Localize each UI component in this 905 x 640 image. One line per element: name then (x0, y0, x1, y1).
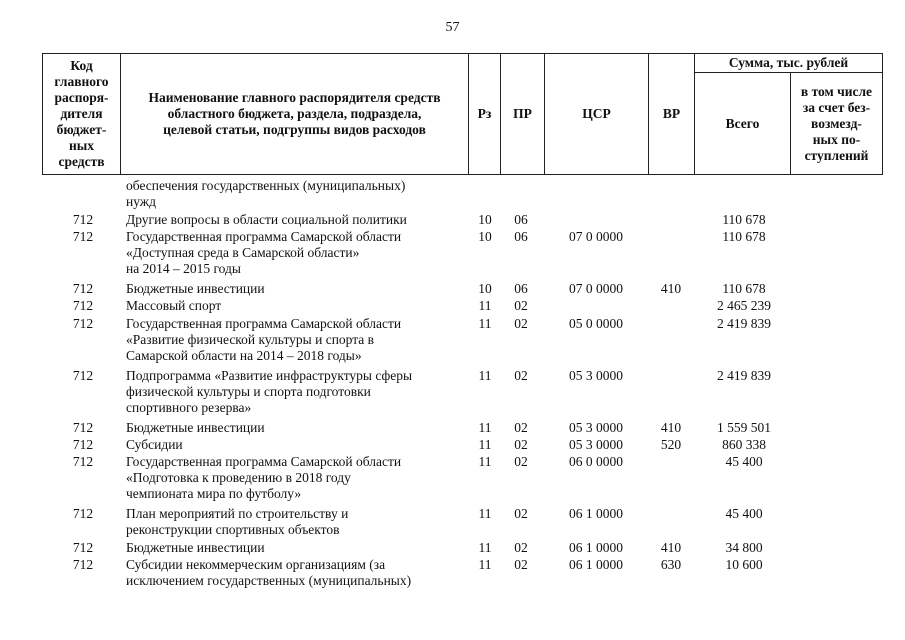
row-rz: 11 (478, 420, 492, 435)
row-name: Государственная программа Самарской области «Развитие физической культуры и спорта в Самарской области на 2014 – 2018 годы» (126, 316, 402, 364)
row-total: 45 400 (725, 454, 763, 469)
row-total: 110 678 (722, 281, 766, 296)
row-total: 45 400 (725, 506, 763, 521)
row-csr: 05 3 0000 (569, 420, 623, 435)
row-code: 712 (72, 229, 94, 244)
row-pr: 02 (514, 420, 528, 435)
row-total: 10 600 (725, 557, 763, 572)
row-pr: 02 (514, 298, 528, 313)
row-csr: 07 0 0000 (569, 281, 623, 296)
row-pr: 06 (514, 281, 528, 296)
row-total: 2 419 839 (717, 368, 771, 383)
row-pr: 02 (514, 316, 528, 331)
row-csr: 06 1 0000 (569, 557, 623, 572)
row-total: 2 465 239 (717, 298, 771, 313)
row-csr: 05 3 0000 (569, 368, 623, 383)
row-total: 34 800 (725, 540, 763, 555)
row-name: Государственная программа Самарской области «Доступная среда в Самарской области» на 2014 – 2015 годы (126, 229, 402, 277)
row-vr: 410 (660, 281, 682, 296)
row-name: Другие вопросы в области социальной политики (126, 212, 407, 227)
row-csr: 05 3 0000 (569, 437, 623, 452)
row-csr: 06 1 0000 (569, 540, 623, 555)
row-name: обеспечения государственных (муниципальных) нужд (126, 178, 406, 210)
header-incl-free: в том числе за счет без- возмезд- ных по- ступлений (791, 73, 883, 175)
page-number: 57 (445, 20, 460, 35)
row-pr: 06 (514, 229, 528, 244)
row-name: Государственная программа Самарской области «Подготовка к проведению в 2018 году чемпионата мира по футболу» (126, 454, 402, 502)
row-rz: 11 (478, 557, 492, 572)
row-csr: 05 0 0000 (569, 316, 623, 331)
row-name: Массовый спорт (126, 298, 222, 313)
row-code: 712 (72, 540, 94, 555)
row-rz: 11 (478, 316, 492, 331)
row-rz: 11 (478, 298, 492, 313)
row-pr: 02 (514, 557, 528, 572)
row-rz: 11 (478, 368, 492, 383)
header-rz: Рз (469, 54, 501, 175)
row-csr: 06 1 0000 (569, 506, 623, 521)
row-rz: 11 (478, 454, 492, 469)
row-vr: 410 (660, 420, 682, 435)
header-name: Наименование главного распорядителя средств областного бюджета, раздела, подраздела, целевой статьи, подгруппы видов расходов (121, 54, 469, 175)
row-code: 712 (72, 298, 94, 313)
row-pr: 02 (514, 454, 528, 469)
header-total: Всего (695, 73, 791, 175)
row-rz: 11 (478, 506, 492, 521)
row-total: 110 678 (722, 212, 766, 227)
row-code: 712 (72, 212, 94, 227)
row-csr: 06 0 0000 (569, 454, 623, 469)
header-vr: ВР (649, 54, 695, 175)
row-rz: 10 (478, 212, 492, 227)
row-name: Подпрограмма «Развитие инфраструктуры сферы физической культуры и спорта подготовки спортивного резерва» (126, 368, 413, 416)
row-name: Субсидии некоммерческим организациям (за исключением государственных (муниципальных) (126, 557, 412, 589)
row-pr: 02 (514, 540, 528, 555)
row-name: Бюджетные инвестиции (126, 420, 265, 435)
row-pr: 02 (514, 437, 528, 452)
row-rz: 11 (478, 437, 492, 452)
row-name: Бюджетные инвестиции (126, 281, 265, 296)
row-total: 2 419 839 (717, 316, 771, 331)
row-vr: 410 (660, 540, 682, 555)
row-pr: 02 (514, 506, 528, 521)
row-total: 1 559 501 (717, 420, 771, 435)
header-csr: ЦСР (545, 54, 649, 175)
row-vr: 520 (660, 437, 682, 452)
row-pr: 06 (514, 212, 528, 227)
header-code: Код главного распоря- дителя бюджет- ных средств (43, 54, 121, 175)
row-csr: 07 0 0000 (569, 229, 623, 244)
row-vr: 630 (660, 557, 682, 572)
header-sum: Сумма, тыс. рублей (695, 54, 883, 73)
row-code: 712 (72, 316, 94, 331)
row-name: План мероприятий по строительству и реконструкции спортивных объектов (126, 506, 349, 538)
row-name: Субсидии (126, 437, 183, 452)
row-total: 110 678 (722, 229, 766, 244)
row-rz: 11 (478, 540, 492, 555)
row-name: Бюджетные инвестиции (126, 540, 265, 555)
row-code: 712 (72, 506, 94, 521)
header-pr: ПР (501, 54, 545, 175)
row-total: 860 338 (722, 437, 766, 452)
row-code: 712 (72, 420, 94, 435)
row-code: 712 (72, 437, 94, 452)
row-code: 712 (72, 557, 94, 572)
row-code: 712 (72, 368, 94, 383)
row-code: 712 (72, 454, 94, 469)
table-header (42, 53, 883, 175)
row-code: 712 (72, 281, 94, 296)
row-rz: 10 (478, 229, 492, 244)
row-rz: 10 (478, 281, 492, 296)
row-pr: 02 (514, 368, 528, 383)
